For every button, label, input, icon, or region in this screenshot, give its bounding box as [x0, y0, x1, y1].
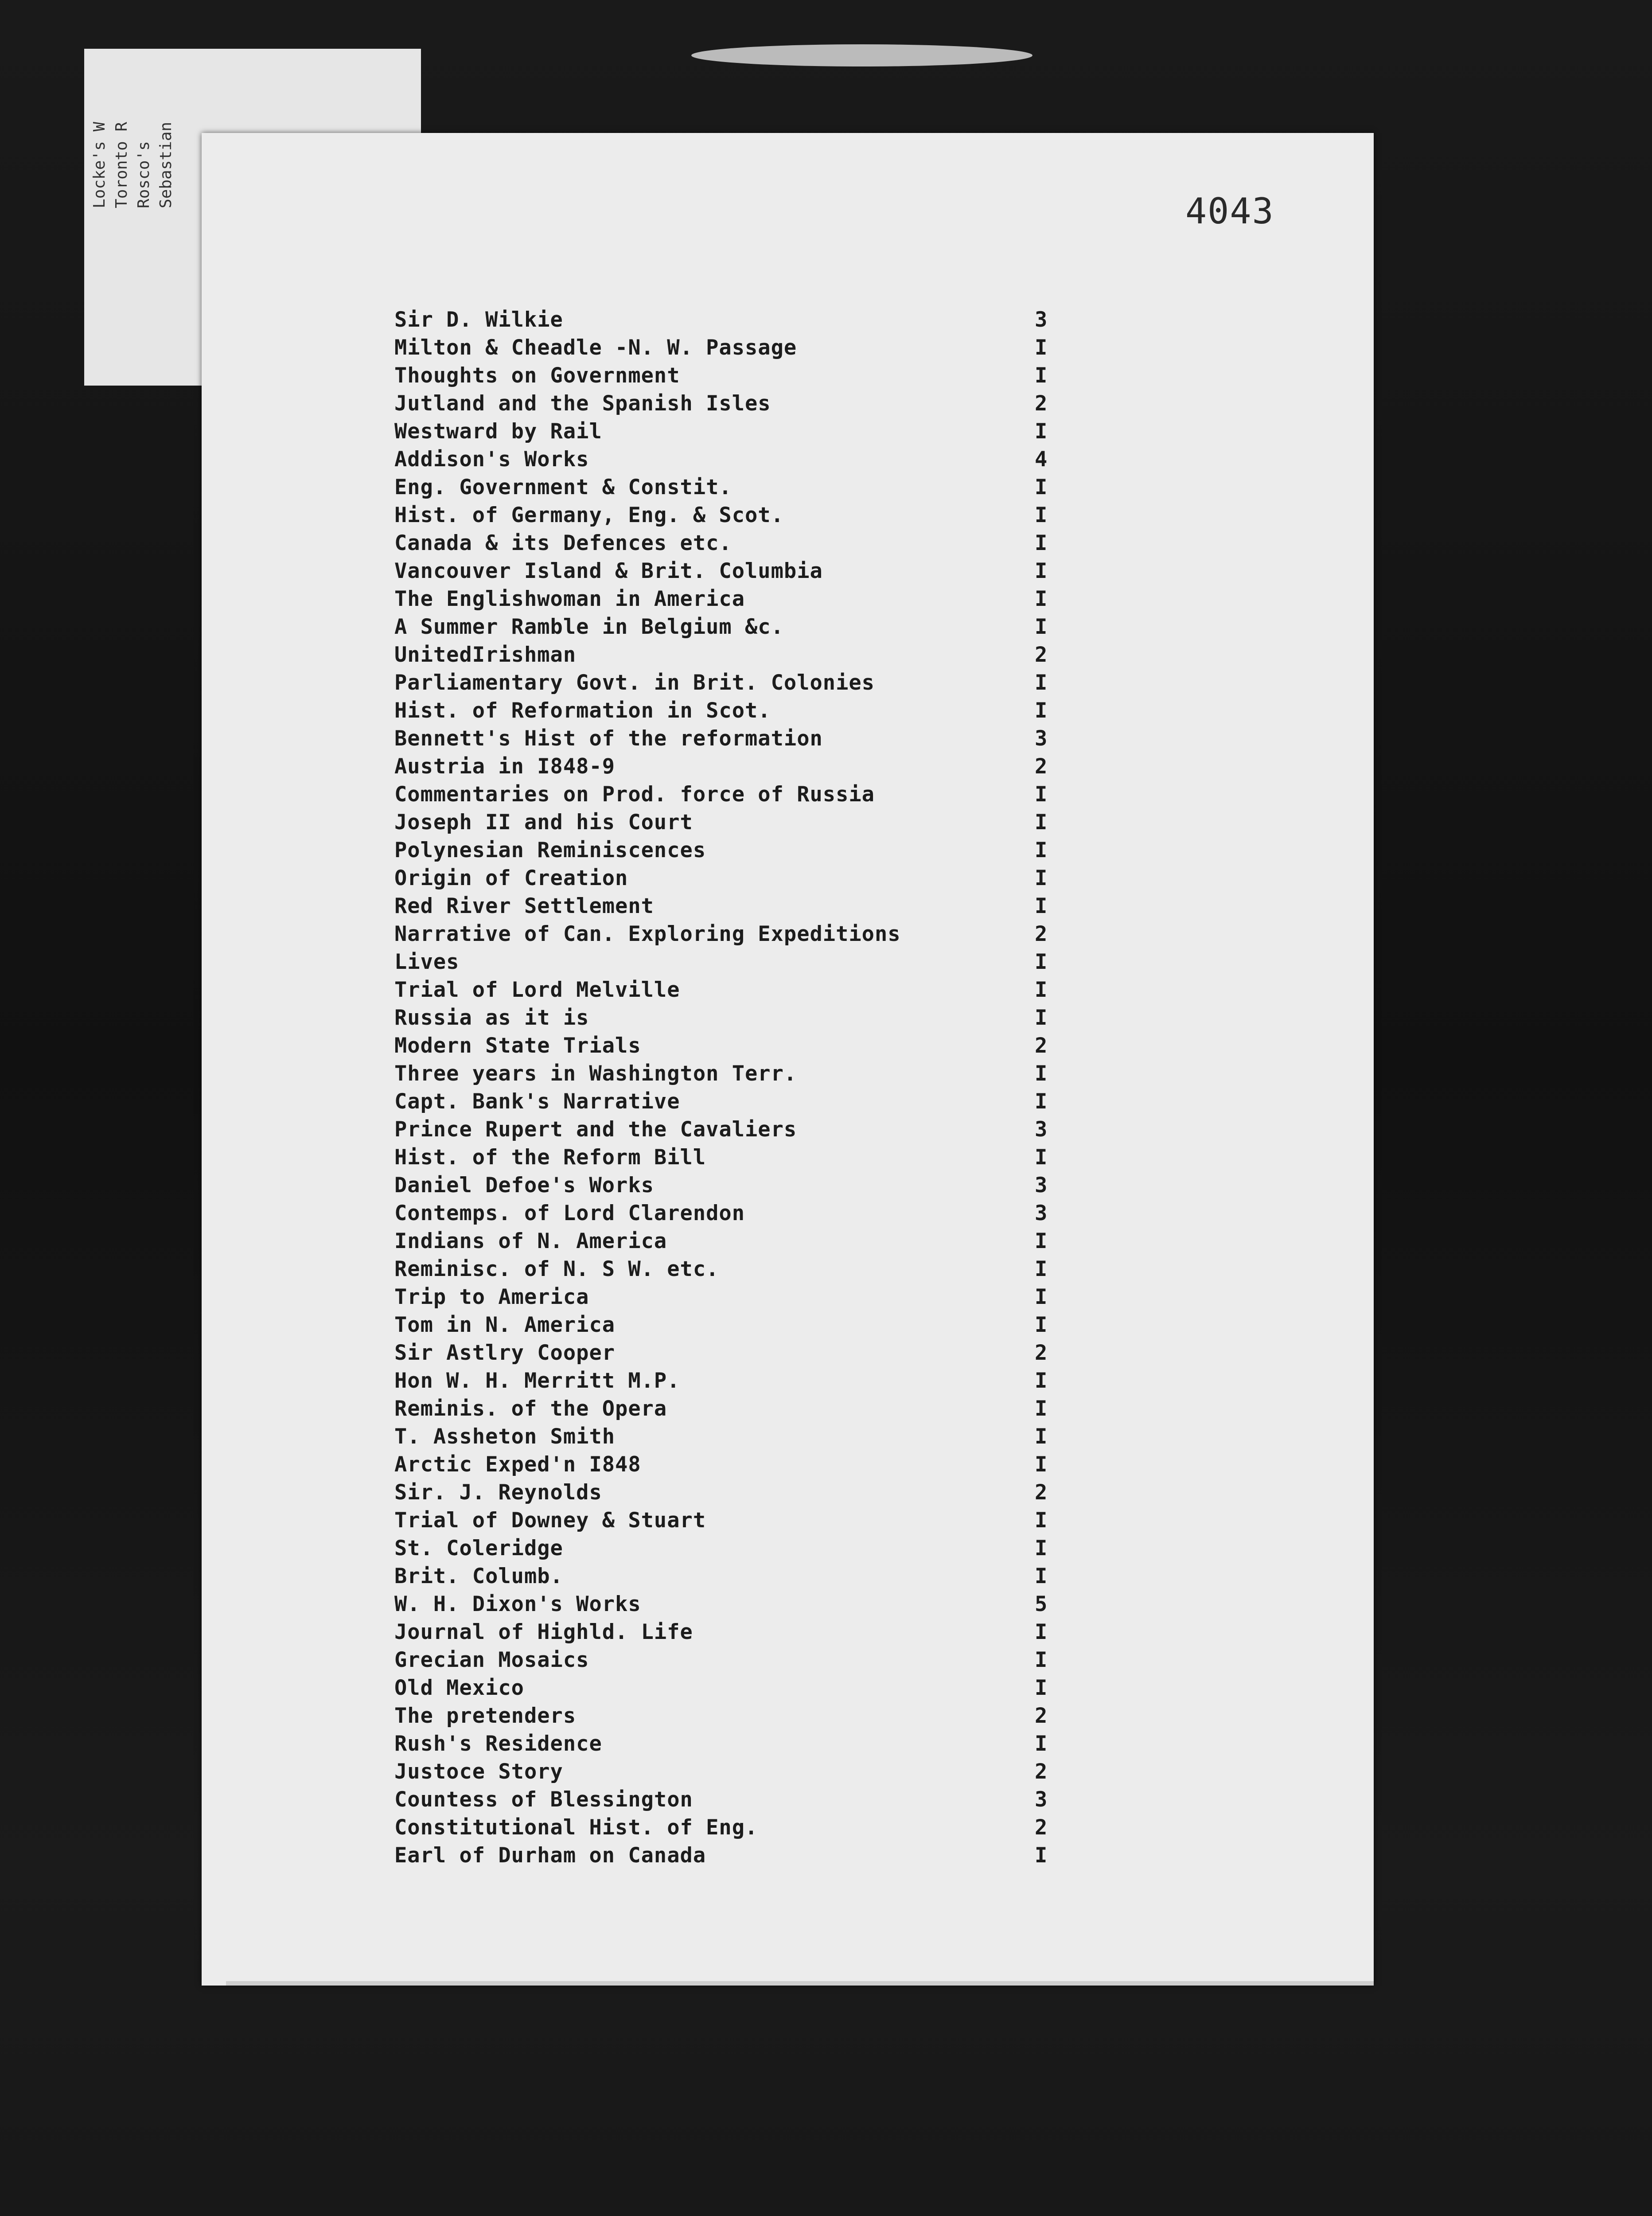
- book-quantity: 2: [1035, 1704, 1048, 1728]
- book-title: Commentaries on Prod. force of Russia: [394, 782, 875, 807]
- book-title: Austria in I848-9: [394, 754, 616, 779]
- book-title: Sir. J. Reynolds: [394, 1480, 602, 1505]
- book-title: Grecian Mosaics: [394, 1648, 589, 1672]
- list-item: [394, 780, 1095, 808]
- list-item: [394, 1255, 1095, 1283]
- book-quantity: I: [1035, 419, 1048, 444]
- list-item: [394, 976, 1095, 1004]
- book-title: Trial of Lord Melville: [394, 978, 680, 1002]
- corner-note-line: Locke's W: [90, 121, 109, 208]
- book-quantity: I: [1035, 1257, 1048, 1281]
- book-quantity: I: [1035, 810, 1048, 835]
- book-title: UnitedIrishman: [394, 643, 577, 667]
- book-title: Daniel Defoe's Works: [394, 1173, 654, 1198]
- book-quantity: I: [1035, 671, 1048, 695]
- book-title: Old Mexico: [394, 1676, 524, 1700]
- book-quantity: I: [1035, 1089, 1048, 1114]
- book-title: Trial of Downey & Stuart: [394, 1508, 706, 1533]
- book-quantity: I: [1035, 1424, 1048, 1449]
- book-quantity: I: [1035, 950, 1048, 974]
- list-item: [394, 501, 1095, 529]
- book-quantity: I: [1035, 615, 1048, 639]
- book-title: Red River Settlement: [394, 894, 654, 918]
- book-title: Indians of N. America: [394, 1229, 667, 1253]
- list-item: [394, 1088, 1095, 1116]
- book-title: Earl of Durham on Canada: [394, 1843, 706, 1868]
- book-quantity: I: [1035, 1676, 1048, 1700]
- list-item: [394, 445, 1095, 473]
- book-quantity: 3: [1035, 1201, 1048, 1225]
- book-quantity: I: [1035, 1313, 1048, 1337]
- book-title: Milton & Cheadle -N. W. Passage: [394, 336, 797, 360]
- book-quantity: 3: [1035, 1173, 1048, 1198]
- book-title: Brit. Columb.: [394, 1564, 563, 1588]
- book-quantity: 2: [1035, 1815, 1048, 1840]
- book-title: Hist. of the Reform Bill: [394, 1145, 706, 1170]
- list-item: [394, 836, 1095, 864]
- book-quantity: I: [1035, 1508, 1048, 1533]
- book-title: The Englishwoman in America: [394, 587, 745, 611]
- book-quantity: I: [1035, 531, 1048, 555]
- book-title: The pretenders: [394, 1704, 577, 1728]
- book-title: Joseph II and his Court: [394, 810, 693, 835]
- book-title: Thoughts on Government: [394, 363, 680, 388]
- book-title: Sir D. Wilkie: [394, 308, 563, 332]
- book-quantity: I: [1035, 1648, 1048, 1672]
- book-quantity: I: [1035, 336, 1048, 360]
- book-quantity: I: [1035, 698, 1048, 723]
- book-title: Reminis. of the Opera: [394, 1397, 667, 1421]
- book-quantity: 2: [1035, 1034, 1048, 1058]
- book-title: Hon W. H. Merritt M.P.: [394, 1369, 680, 1393]
- book-title: Three years in Washington Terr.: [394, 1061, 797, 1086]
- list-item: [394, 669, 1095, 697]
- corner-note-line: Rosco's: [135, 141, 153, 208]
- list-item: [394, 1646, 1095, 1674]
- list-item: [394, 808, 1095, 836]
- book-quantity: I: [1035, 894, 1048, 918]
- list-item: [394, 1199, 1095, 1227]
- corner-note-line: Toronto R: [113, 121, 131, 208]
- list-item: [394, 529, 1095, 557]
- book-title: Bennett's Hist of the reformation: [394, 726, 823, 751]
- book-title: Lives: [394, 950, 460, 974]
- list-item: [394, 1562, 1095, 1590]
- list-item: [394, 948, 1095, 976]
- list-item: [394, 1032, 1095, 1060]
- list-item: [394, 641, 1095, 669]
- list-item: [394, 417, 1095, 445]
- list-item: [394, 1004, 1095, 1032]
- list-item: [394, 725, 1095, 753]
- list-item: [394, 585, 1095, 613]
- list-item: [394, 697, 1095, 725]
- list-item: [394, 1618, 1095, 1646]
- book-title: Contemps. of Lord Clarendon: [394, 1201, 745, 1225]
- book-quantity: I: [1035, 782, 1048, 807]
- book-quantity: 4: [1035, 447, 1048, 472]
- list-item: [394, 1674, 1095, 1702]
- list-item: [394, 892, 1095, 920]
- book-title: Westward by Rail: [394, 419, 602, 444]
- list-item: [394, 864, 1095, 892]
- book-quantity: I: [1035, 503, 1048, 527]
- book-title: Arctic Exped'n I848: [394, 1452, 641, 1477]
- list-item: [394, 1227, 1095, 1255]
- book-title: Capt. Bank's Narrative: [394, 1089, 680, 1114]
- page-edge: [226, 1981, 1374, 1986]
- book-title: Reminisc. of N. S W. etc.: [394, 1257, 719, 1281]
- book-quantity: I: [1035, 475, 1048, 499]
- list-item: [394, 1311, 1095, 1339]
- book-title: Rush's Residence: [394, 1732, 602, 1756]
- book-quantity: I: [1035, 1564, 1048, 1588]
- book-title: W. H. Dixon's Works: [394, 1592, 641, 1616]
- book-title: Polynesian Reminiscences: [394, 838, 706, 862]
- book-quantity: 2: [1035, 754, 1048, 779]
- book-quantity: 2: [1035, 643, 1048, 667]
- list-item: [394, 334, 1095, 362]
- book-quantity: I: [1035, 1452, 1048, 1477]
- book-title: Sir Astlry Cooper: [394, 1341, 616, 1365]
- book-quantity: 2: [1035, 922, 1048, 946]
- book-title: Journal of Highld. Life: [394, 1620, 693, 1644]
- book-title: St. Coleridge: [394, 1536, 563, 1561]
- list-item: [394, 1814, 1095, 1841]
- book-quantity: 2: [1035, 1480, 1048, 1505]
- book-quantity: I: [1035, 1620, 1048, 1644]
- book-title: Narrative of Can. Exploring Expeditions: [394, 922, 901, 946]
- book-quantity: I: [1035, 363, 1048, 388]
- list-item: [394, 613, 1095, 641]
- book-title: Prince Rupert and the Cavaliers: [394, 1117, 797, 1142]
- list-item: [394, 1730, 1095, 1758]
- book-title: Hist. of Germany, Eng. & Scot.: [394, 503, 784, 527]
- book-title: Tom in N. America: [394, 1313, 616, 1337]
- list-item: [394, 557, 1095, 585]
- book-quantity: I: [1035, 587, 1048, 611]
- book-title: Trip to America: [394, 1285, 589, 1309]
- book-title: Eng. Government & Constit.: [394, 475, 732, 499]
- book-quantity: 2: [1035, 391, 1048, 416]
- list-item: [394, 753, 1095, 780]
- list-item: [394, 1479, 1095, 1506]
- book-quantity: I: [1035, 559, 1048, 583]
- list-item: [394, 1506, 1095, 1534]
- book-quantity: 2: [1035, 1760, 1048, 1784]
- list-item: [394, 1283, 1095, 1311]
- book-quantity: I: [1035, 1061, 1048, 1086]
- book-quantity: 3: [1035, 308, 1048, 332]
- book-title: Vancouver Island & Brit. Columbia: [394, 559, 823, 583]
- book-title: Origin of Creation: [394, 866, 628, 890]
- list-item: [394, 1451, 1095, 1479]
- book-title: Canada & its Defences etc.: [394, 531, 732, 555]
- book-quantity: I: [1035, 1536, 1048, 1561]
- book-quantity: 3: [1035, 1117, 1048, 1142]
- book-quantity: I: [1035, 1369, 1048, 1393]
- list-item: [394, 1060, 1095, 1088]
- list-item: [394, 1702, 1095, 1730]
- book-quantity: I: [1035, 838, 1048, 862]
- book-quantity: 3: [1035, 726, 1048, 751]
- list-item: [394, 1395, 1095, 1423]
- book-title: Hist. of Reformation in Scot.: [394, 698, 771, 723]
- book-title: T. Assheton Smith: [394, 1424, 616, 1449]
- book-quantity: I: [1035, 1006, 1048, 1030]
- list-item: [394, 390, 1095, 417]
- list-item: [394, 1758, 1095, 1786]
- list-item: [394, 1786, 1095, 1814]
- book-quantity: I: [1035, 1732, 1048, 1756]
- book-quantity: 2: [1035, 1341, 1048, 1365]
- list-item: [394, 1590, 1095, 1618]
- book-quantity: 3: [1035, 1787, 1048, 1812]
- book-title: Parliamentary Govt. in Brit. Colonies: [394, 671, 875, 695]
- list-item: [394, 1116, 1095, 1143]
- list-item: [394, 1534, 1095, 1562]
- list-item: [394, 1841, 1095, 1869]
- book-quantity: I: [1035, 1843, 1048, 1868]
- book-quantity: I: [1035, 1285, 1048, 1309]
- page-tab: [691, 44, 1032, 66]
- book-quantity: 5: [1035, 1592, 1048, 1616]
- book-title: Modern State Trials: [394, 1034, 641, 1058]
- book-title: Addison's Works: [394, 447, 589, 472]
- book-title: Constitutional Hist. of Eng.: [394, 1815, 758, 1840]
- list-item: [394, 362, 1095, 390]
- corner-note-line: Sebastian: [157, 121, 175, 208]
- book-title: Jutland and the Spanish Isles: [394, 391, 771, 416]
- list-item: [394, 1339, 1095, 1367]
- list-item: [394, 1423, 1095, 1451]
- page-number: 4043: [1185, 191, 1274, 232]
- book-title: A Summer Ramble in Belgium &c.: [394, 615, 784, 639]
- book-title: Justoce Story: [394, 1760, 563, 1784]
- book-quantity: I: [1035, 1397, 1048, 1421]
- book-title: Russia as it is: [394, 1006, 589, 1030]
- book-list: [394, 306, 1095, 1869]
- list-item: [394, 1171, 1095, 1199]
- book-quantity: I: [1035, 1229, 1048, 1253]
- list-item: [394, 1143, 1095, 1171]
- list-item: [394, 1367, 1095, 1395]
- list-item: [394, 473, 1095, 501]
- book-quantity: I: [1035, 866, 1048, 890]
- corner-note: [89, 58, 199, 208]
- book-quantity: I: [1035, 1145, 1048, 1170]
- list-item: [394, 306, 1095, 334]
- list-item: [394, 920, 1095, 948]
- book-title: Countess of Blessington: [394, 1787, 693, 1812]
- book-quantity: I: [1035, 978, 1048, 1002]
